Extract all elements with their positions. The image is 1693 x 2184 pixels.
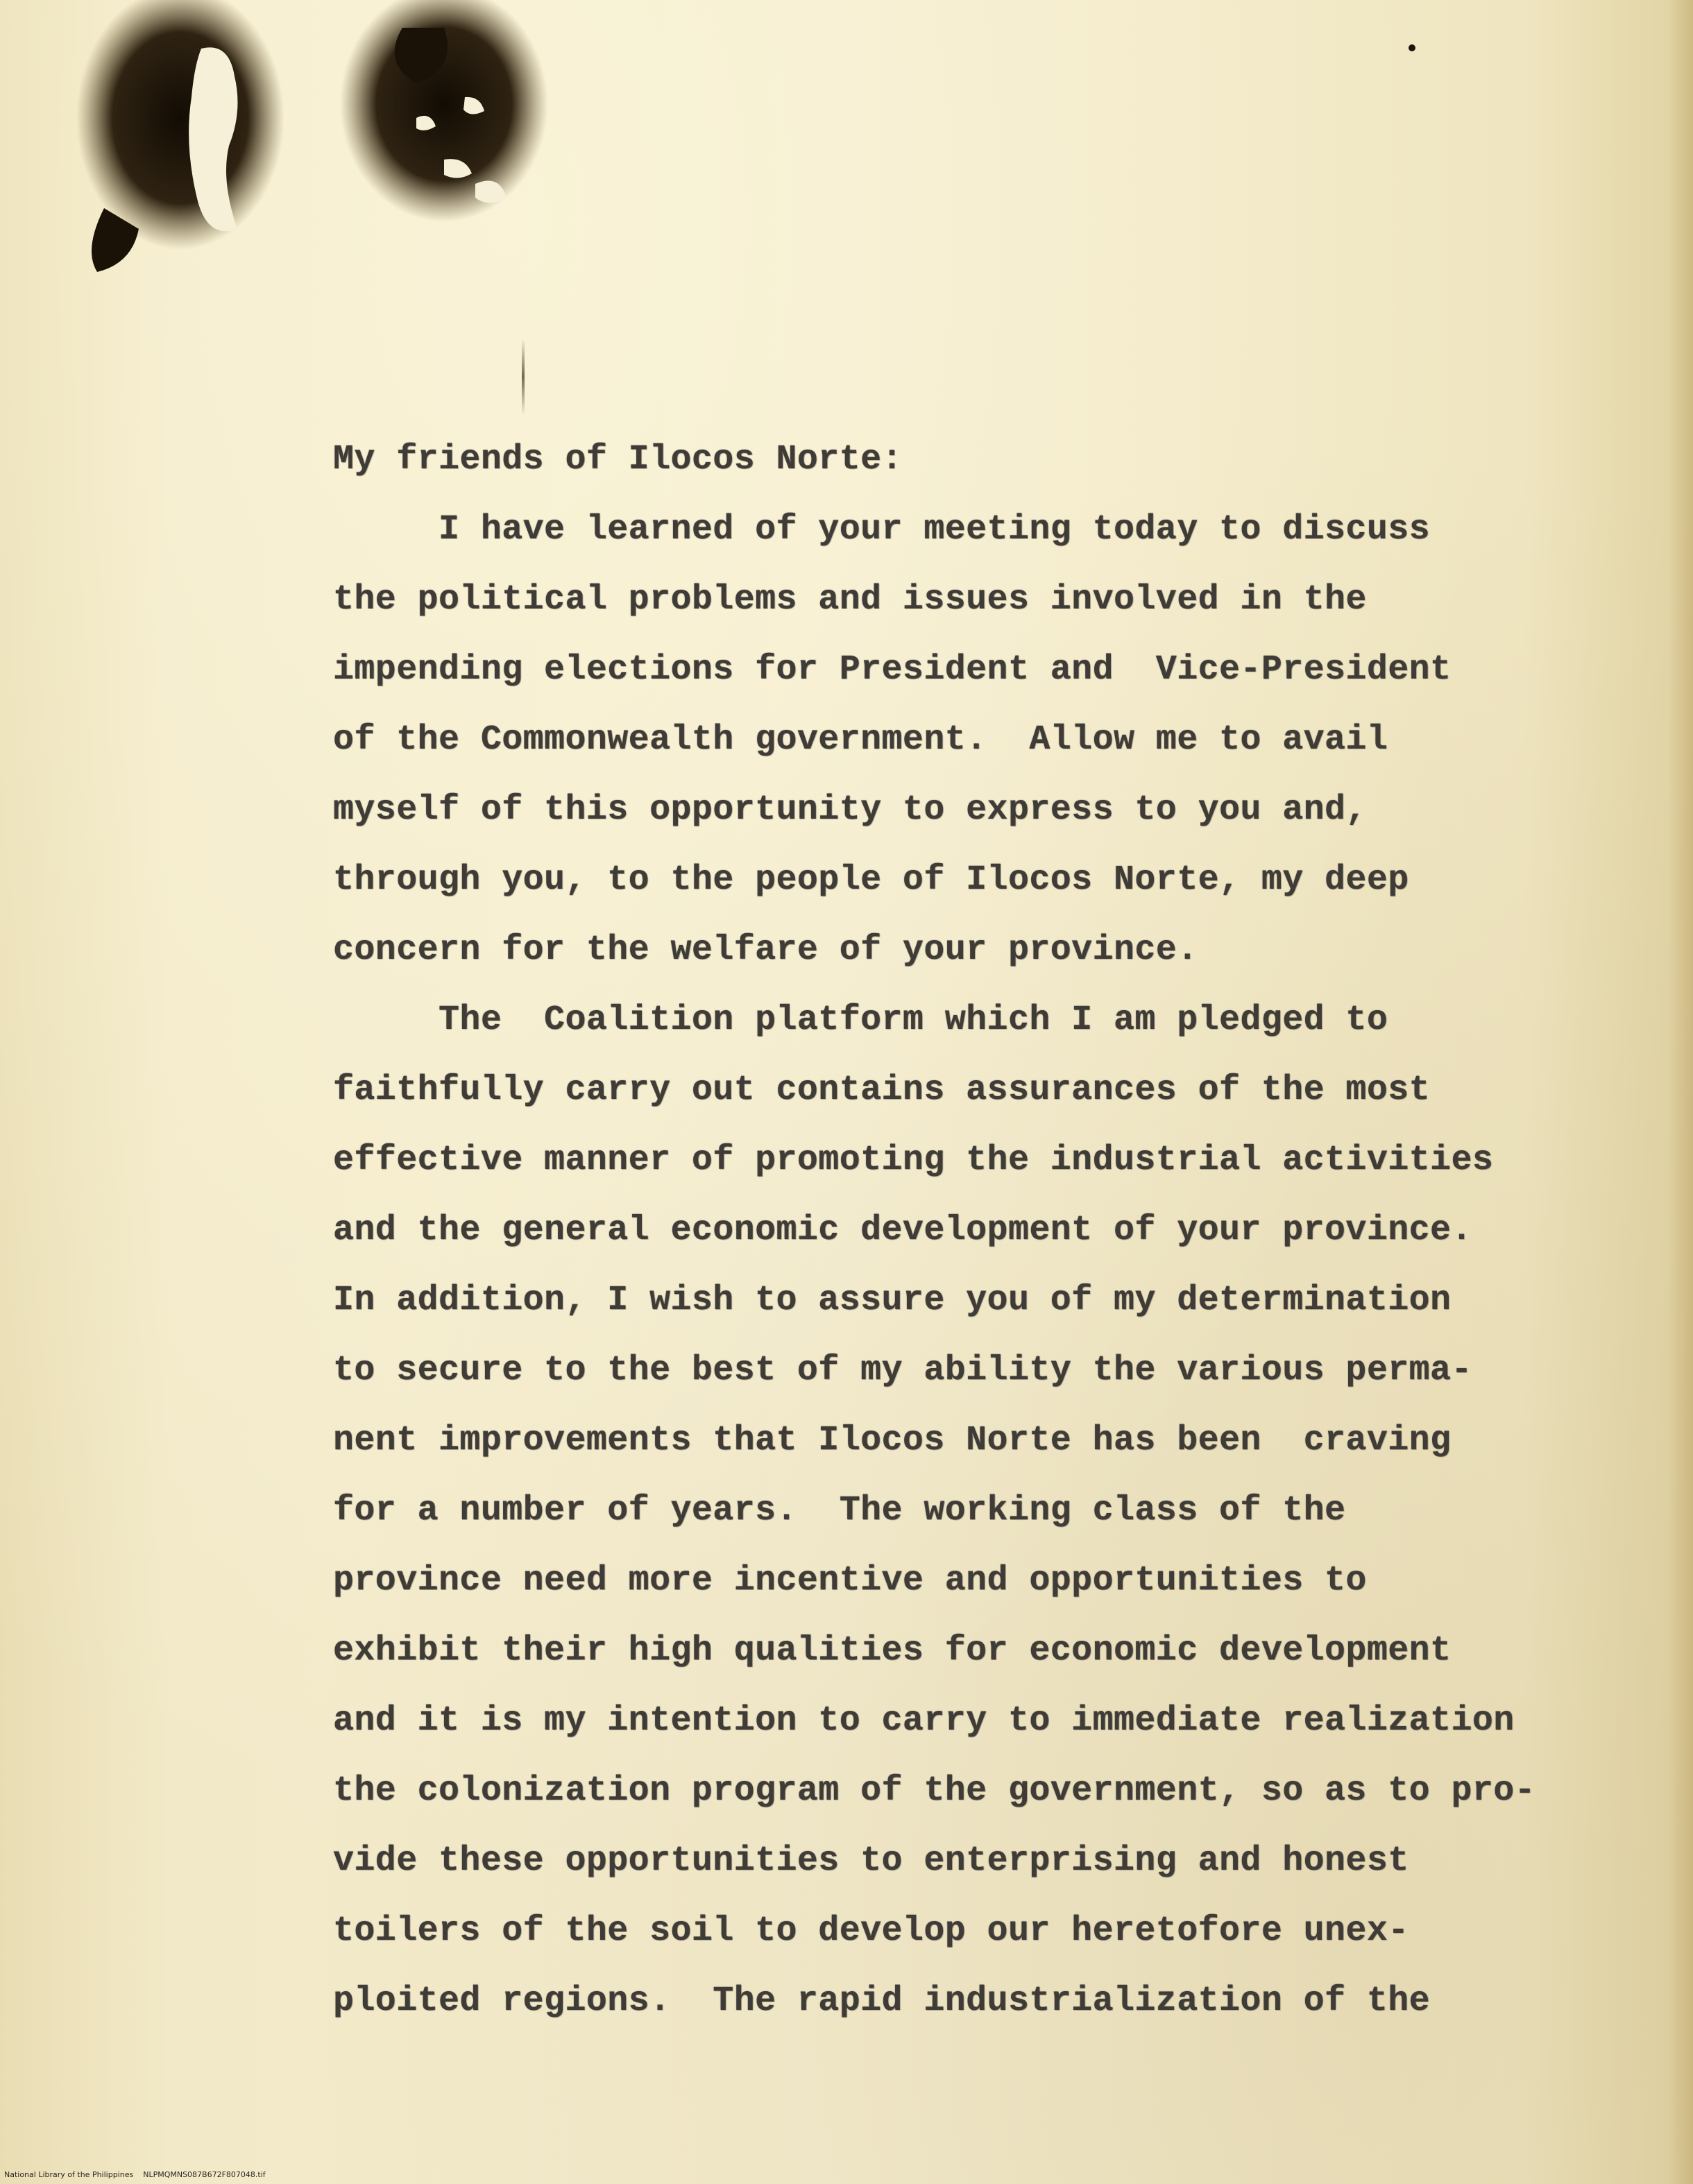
text-line: faithfully carry out contains assurances of the most	[333, 1070, 1431, 1110]
text-line: province need more incentive and opportunities to	[333, 1561, 1367, 1601]
text-line: impending elections for President and Vice-President	[333, 650, 1452, 690]
text-line: and the general economic development of your province.	[333, 1211, 1472, 1250]
archive-footer	[4, 2170, 266, 2179]
text-line: myself of this opportunity to express to you and,	[333, 790, 1367, 830]
ink-speck	[1409, 44, 1415, 51]
paper-edge-shadow	[1668, 0, 1693, 2184]
text-line: In addition, I wish to assure you of my determination	[333, 1281, 1452, 1320]
text-line: through you, to the people of Ilocos Norte, my deep	[333, 860, 1409, 900]
pen-mark	[522, 339, 525, 415]
text-line: exhibit their high qualities for economic development	[333, 1631, 1452, 1671]
text-line: and it is my intention to carry to immediate realization	[333, 1701, 1515, 1741]
text-line: nent improvements that Ilocos Norte has been craving	[333, 1421, 1452, 1460]
text-line: The Coalition platform which I am pledged to	[333, 1000, 1388, 1040]
text-line: to secure to the best of my ability the various perma-	[333, 1351, 1472, 1390]
text-line: I have learned of your meeting today to discuss	[333, 510, 1431, 549]
salutation: My friends of Ilocos Norte:	[333, 440, 903, 479]
text-line: of the Commonwealth government. Allow me to avail	[333, 720, 1388, 760]
footer-library: National Library of the Philippines	[4, 2170, 134, 2179]
text-line: for a number of years. The working class of the	[333, 1491, 1346, 1530]
text-line: toilers of the soil to develop our heretofore unex-	[333, 1911, 1409, 1951]
letter-body	[333, 425, 1554, 2036]
footer-filename: NLPMQMNS087B672F807048.tif	[143, 2170, 266, 2179]
text-line: the political problems and issues involved in the	[333, 580, 1367, 620]
burn-damage-mark	[56, 0, 583, 291]
text-line: effective manner of promoting the industrial activities	[333, 1141, 1494, 1180]
text-line: vide these opportunities to enterprising and honest	[333, 1841, 1409, 1881]
text-line: concern for the welfare of your province.	[333, 930, 1198, 970]
text-line: ploited regions. The rapid industrialization of the	[333, 1981, 1431, 2021]
text-line: the colonization program of the government, so as to pro-	[333, 1771, 1536, 1811]
